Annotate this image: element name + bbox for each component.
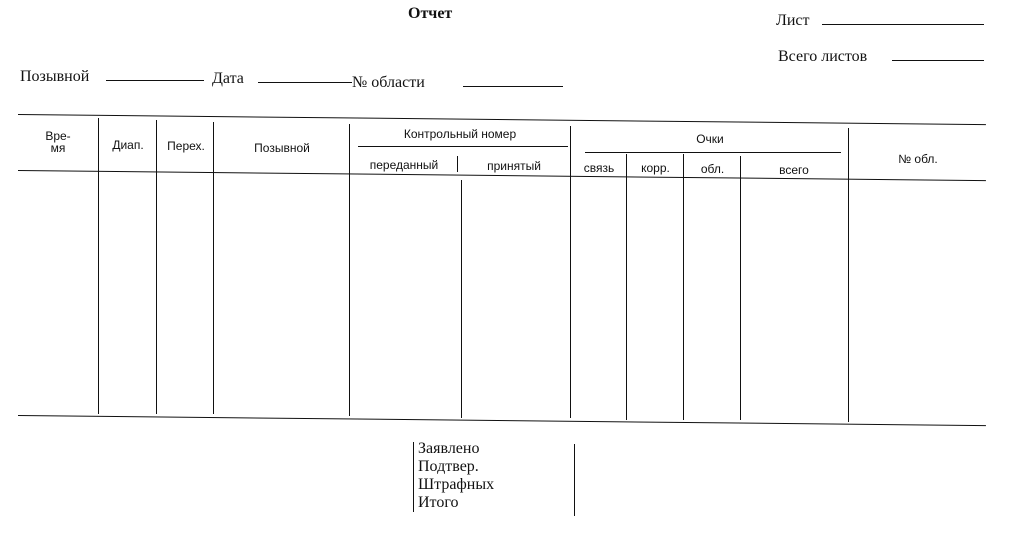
table-top-rule [18, 114, 986, 125]
col-received-header: принятый [487, 159, 541, 173]
col-reg-header: обл. [700, 162, 725, 176]
summary-right-rule [574, 444, 575, 516]
sheet-field-line[interactable] [822, 24, 984, 25]
callsign-field-line[interactable] [106, 80, 204, 81]
summary-total: Итого [418, 494, 459, 511]
date-label: Дата [212, 70, 244, 87]
col-corr-header: корр. [641, 161, 670, 175]
region-field-line[interactable] [463, 86, 563, 87]
col-divider [461, 180, 462, 418]
col-divider [570, 126, 571, 418]
col-divider [156, 120, 157, 414]
summary-confirmed: Подтвер. [418, 458, 479, 475]
col-callsign-header: Позывной [254, 141, 310, 155]
col-divider [740, 156, 741, 420]
col-region-no-header: № обл. [898, 152, 938, 166]
points-group-header: Очки [696, 132, 724, 146]
points-group-rule [585, 152, 841, 153]
sheet-label: Лист [776, 12, 810, 29]
col-divider [626, 154, 627, 420]
col-divider [349, 124, 350, 416]
col-divider [213, 122, 214, 414]
col-divider [848, 128, 849, 422]
col-time-line1: Вре- [45, 129, 71, 143]
col-sent-header: переданный [369, 158, 439, 172]
summary-declared: Заявлено [418, 440, 480, 457]
page-title: Отчет [408, 5, 453, 22]
col-divider [98, 118, 99, 414]
col-transfer-header: Перех. [167, 139, 205, 153]
col-time-line2: мя [50, 141, 66, 155]
region-label: № области [352, 74, 425, 91]
callsign-label: Позывной [20, 68, 90, 85]
summary-left-rule [413, 442, 414, 512]
summary-labels [418, 440, 494, 512]
col-time-header [30, 130, 86, 154]
date-field-line[interactable] [258, 82, 352, 83]
control-group-rule [358, 146, 568, 147]
col-divider [457, 156, 458, 172]
total-sheets-label: Всего листов [778, 48, 868, 65]
summary-penalty: Штрафных [418, 476, 495, 493]
total-sheets-field-line[interactable] [892, 60, 984, 61]
col-contact-header: связь [583, 161, 615, 175]
col-band-header: Диап. [112, 138, 144, 152]
col-divider [683, 154, 684, 420]
control-number-group-header: Контрольный номер [403, 127, 517, 141]
table-bottom-rule [18, 415, 986, 426]
col-total-header: всего [779, 163, 809, 177]
